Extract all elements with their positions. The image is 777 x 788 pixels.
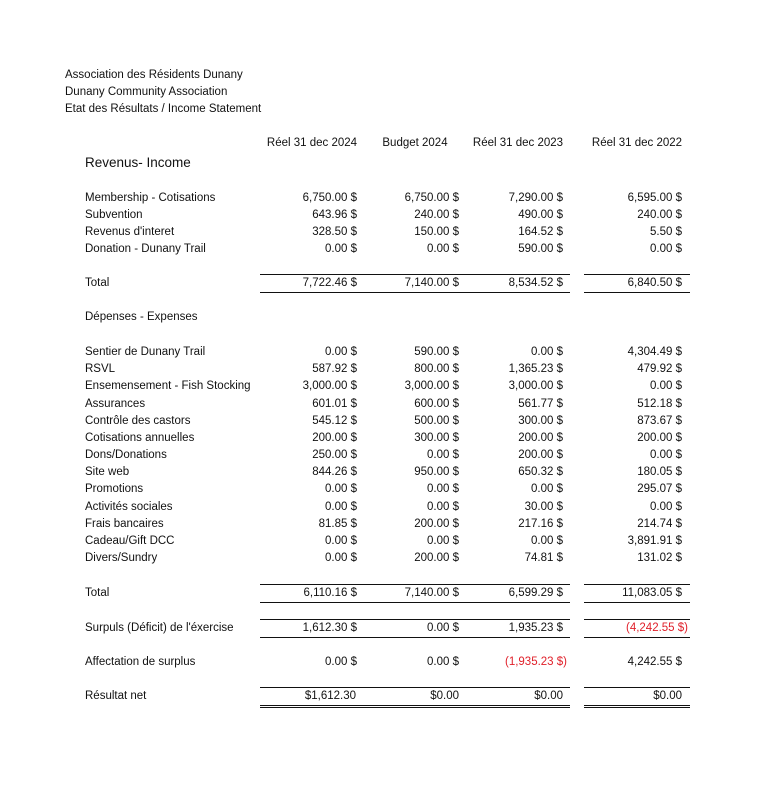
- value-actual-2022: 180.05 $: [637, 466, 682, 478]
- row-label: Ensemensement - Fish Stocking: [85, 380, 251, 392]
- value-actual-2024: 601.01 $: [312, 398, 357, 410]
- row-label: Affectation de surplus: [85, 656, 196, 668]
- value-actual-2022: 6,595.00 $: [627, 192, 682, 204]
- expense-row: [0, 499, 777, 516]
- value-actual-2022: 0.00 $: [650, 449, 682, 461]
- column-header-actual-2023: Réel 31 dec 2023: [472, 137, 564, 149]
- row-label: Cadeau/Gift DCC: [85, 535, 175, 547]
- value-actual-2024: 81.85 $: [318, 518, 357, 530]
- value-actual-2024: 587.92 $: [312, 363, 357, 375]
- value-actual-2022: 6,840.50 $: [627, 277, 682, 289]
- value-actual-2023: 490.00 $: [518, 209, 563, 221]
- value-actual-2024: 0.00 $: [325, 483, 357, 495]
- value-actual-2023: 590.00 $: [518, 243, 563, 255]
- rule: [584, 637, 690, 638]
- value-actual-2022-negative: (4,242.55 $): [625, 622, 688, 634]
- column-header-actual-2024: Réel 31 dec 2024: [266, 137, 358, 149]
- double-rule: [260, 705, 570, 708]
- row-label: Résultat net: [85, 690, 147, 702]
- org-name-en: Dunany Community Association: [65, 86, 228, 98]
- expense-row: [0, 413, 777, 430]
- value-actual-2022: 214.74 $: [637, 518, 682, 530]
- row-label: Cotisations annuelles: [85, 432, 195, 444]
- value-actual-2024: 844.26 $: [312, 466, 357, 478]
- row-label: Activités sociales: [85, 501, 173, 513]
- value-actual-2023: 561.77 $: [518, 398, 563, 410]
- expenses-total-row: [0, 585, 777, 602]
- value-actual-2022: 200.00 $: [637, 432, 682, 444]
- value-actual-2023: 6,599.29 $: [508, 587, 563, 599]
- expense-row: [0, 378, 777, 395]
- row-label: Site web: [85, 466, 130, 478]
- value-actual-2024: 250.00 $: [312, 449, 357, 461]
- income-row: [0, 207, 777, 224]
- column-header-budget-2024: Budget 2024: [382, 137, 448, 149]
- row-label: Divers/Sundry: [85, 552, 158, 564]
- value-actual-2023-negative: (1,935.23 $): [504, 656, 567, 668]
- expense-row: [0, 430, 777, 447]
- value-budget-2024: 0.00 $: [427, 483, 459, 495]
- value-actual-2024: 1,612.30 $: [302, 622, 357, 634]
- value-actual-2022: 3,891.91 $: [627, 535, 682, 547]
- value-actual-2024: 545.12 $: [312, 415, 357, 427]
- rule: [260, 602, 570, 603]
- row-label: Donation - Dunany Trail: [85, 243, 206, 255]
- allocation-row: [0, 654, 777, 671]
- value-budget-2024: 0.00 $: [427, 656, 459, 668]
- value-actual-2024: 200.00 $: [312, 432, 357, 444]
- value-actual-2023: 3,000.00 $: [508, 380, 563, 392]
- value-actual-2023: 200.00 $: [518, 449, 563, 461]
- value-actual-2023: 0.00 $: [531, 483, 563, 495]
- value-actual-2023: 650.32 $: [518, 466, 563, 478]
- rule: [260, 292, 570, 293]
- value-actual-2024: 6,110.16 $: [303, 587, 357, 599]
- rule: [260, 637, 570, 638]
- value-actual-2024: 3,000.00 $: [302, 380, 357, 392]
- value-budget-2024: 7,140.00 $: [404, 587, 459, 599]
- value-actual-2024: 643.96 $: [312, 209, 357, 221]
- value-budget-2024: 0.00 $: [427, 622, 459, 634]
- value-budget-2024: 0.00 $: [427, 535, 459, 547]
- value-budget-2024: 0.00 $: [427, 501, 459, 513]
- value-actual-2024: 328.50 $: [312, 226, 357, 238]
- rule: [584, 602, 690, 603]
- value-budget-2024: 200.00 $: [414, 552, 459, 564]
- value-actual-2023: 0.00 $: [531, 346, 563, 358]
- value-actual-2023: 200.00 $: [518, 432, 563, 444]
- row-label: Sentier de Dunany Trail: [85, 346, 206, 358]
- rule: [584, 292, 690, 293]
- value-actual-2023: 74.81 $: [524, 552, 563, 564]
- expense-row: [0, 516, 777, 533]
- row-label: RSVL: [85, 363, 116, 375]
- row-label: Total: [85, 277, 110, 289]
- value-budget-2024: 7,140.00 $: [404, 277, 459, 289]
- value-actual-2022: 240.00 $: [637, 209, 682, 221]
- row-label: Total: [85, 587, 110, 599]
- expenses-section-title: Dépenses - Expenses: [85, 311, 198, 323]
- value-actual-2024: 7,722.46 $: [302, 277, 357, 289]
- row-label: Revenus d'interet: [85, 226, 175, 238]
- value-actual-2022: 131.02 $: [637, 552, 682, 564]
- row-label: Membership - Cotisations: [85, 192, 216, 204]
- statement-title: Etat des Résultats / Income Statement: [65, 103, 262, 115]
- value-budget-2024: 240.00 $: [414, 209, 459, 221]
- double-rule: [584, 705, 690, 708]
- value-actual-2022: 873.67 $: [637, 415, 682, 427]
- expense-row: [0, 396, 777, 413]
- expense-row: [0, 464, 777, 481]
- value-actual-2023: 1,935.23 $: [508, 622, 563, 634]
- value-budget-2024: 0.00 $: [427, 449, 459, 461]
- value-actual-2024: $1,612.30: [304, 690, 356, 702]
- surplus-row: [0, 620, 777, 637]
- column-header-actual-2022: Réel 31 dec 2022: [591, 137, 683, 149]
- row-label: Subvention: [85, 209, 143, 221]
- income-total-row: [0, 275, 777, 292]
- value-actual-2022: 479.92 $: [637, 363, 682, 375]
- expense-row: [0, 481, 777, 498]
- value-actual-2024: 0.00 $: [325, 552, 357, 564]
- row-label: Surpuls (Déficit) de l'éxercise: [85, 622, 234, 634]
- value-actual-2023: 300.00 $: [518, 415, 563, 427]
- value-actual-2022: 295.07 $: [637, 483, 682, 495]
- income-section-title: Revenus- Income: [85, 155, 191, 170]
- expense-row: [0, 447, 777, 464]
- value-actual-2023: 1,365.23 $: [508, 363, 563, 375]
- value-actual-2022: $0.00: [653, 690, 682, 702]
- value-budget-2024: 800.00 $: [414, 363, 459, 375]
- value-budget-2024: 0.00 $: [427, 243, 459, 255]
- row-label: Contrôle des castors: [85, 415, 191, 427]
- value-actual-2022: 512.18 $: [637, 398, 682, 410]
- value-budget-2024: 300.00 $: [414, 432, 459, 444]
- income-row: [0, 224, 777, 241]
- value-budget-2024: 590.00 $: [414, 346, 459, 358]
- income-row: [0, 190, 777, 207]
- value-actual-2023: 164.52 $: [518, 226, 563, 238]
- value-budget-2024: 3,000.00 $: [404, 380, 459, 392]
- value-actual-2022: 0.00 $: [650, 243, 682, 255]
- row-label: Assurances: [85, 398, 146, 410]
- value-actual-2023: 7,290.00 $: [508, 192, 563, 204]
- row-label: Frais bancaires: [85, 518, 164, 530]
- net-result-row: [0, 688, 777, 705]
- expense-row: [0, 550, 777, 567]
- value-budget-2024: 6,750.00 $: [404, 192, 459, 204]
- value-actual-2024: 0.00 $: [325, 656, 357, 668]
- value-actual-2022: 11,083.05 $: [622, 587, 682, 599]
- value-actual-2023: $0.00: [534, 690, 563, 702]
- value-actual-2024: 0.00 $: [325, 243, 357, 255]
- value-budget-2024: 600.00 $: [414, 398, 459, 410]
- value-actual-2022: 0.00 $: [650, 380, 682, 392]
- value-actual-2023: 8,534.52 $: [508, 277, 563, 289]
- value-budget-2024: 150.00 $: [414, 226, 459, 238]
- value-actual-2024: 6,750.00 $: [302, 192, 357, 204]
- expense-row: [0, 361, 777, 378]
- value-actual-2024: 0.00 $: [325, 501, 357, 513]
- value-budget-2024: 200.00 $: [414, 518, 459, 530]
- row-label: Promotions: [85, 483, 144, 495]
- value-budget-2024: 500.00 $: [414, 415, 459, 427]
- row-label: Dons/Donations: [85, 449, 167, 461]
- value-actual-2024: 0.00 $: [325, 346, 357, 358]
- value-actual-2022: 4,304.49 $: [627, 346, 682, 358]
- org-name-fr: Association des Résidents Dunany: [65, 69, 243, 81]
- income-row: [0, 241, 777, 258]
- expense-row: [0, 533, 777, 550]
- expense-row: [0, 344, 777, 361]
- value-actual-2022: 4,242.55 $: [627, 656, 682, 668]
- value-actual-2024: 0.00 $: [325, 535, 357, 547]
- value-actual-2023: 30.00 $: [524, 501, 563, 513]
- value-actual-2022: 0.00 $: [650, 501, 682, 513]
- value-budget-2024: 950.00 $: [414, 466, 459, 478]
- value-actual-2023: 217.16 $: [518, 518, 563, 530]
- value-actual-2022: 5.50 $: [650, 226, 682, 238]
- value-actual-2023: 0.00 $: [531, 535, 563, 547]
- value-budget-2024: $0.00: [430, 690, 459, 702]
